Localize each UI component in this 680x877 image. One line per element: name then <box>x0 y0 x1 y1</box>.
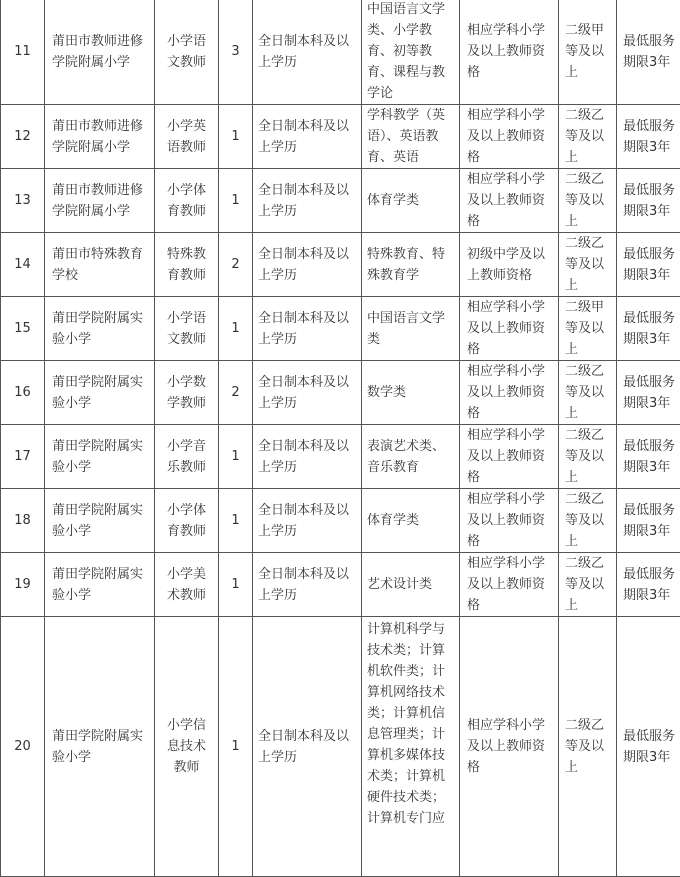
mandarin-level: 二级乙等及以上 <box>559 425 617 489</box>
hiring-unit: 莆田学院附属实验小学 <box>45 425 155 489</box>
service-period: 最低服务期限3年 <box>617 233 680 297</box>
major-requirement: 体育学类 <box>362 489 460 553</box>
education-requirement: 全日制本科及以上学历 <box>253 105 362 169</box>
row-number: 20 <box>1 617 45 877</box>
row-number: 18 <box>1 489 45 553</box>
mandarin-level: 二级乙等及以上 <box>559 361 617 425</box>
hire-count: 2 <box>219 361 253 425</box>
teacher-certificate: 相应学科小学及以上教师资格 <box>460 169 559 233</box>
education-requirement: 全日制本科及以上学历 <box>253 297 362 361</box>
service-period: 最低服务期限3年 <box>617 553 680 617</box>
teacher-certificate: 相应学科小学及以上教师资格 <box>460 361 559 425</box>
table-row <box>1 617 680 877</box>
hire-count: 3 <box>219 0 253 105</box>
post-name: 小学音乐教师 <box>155 425 219 489</box>
table-row <box>1 233 680 297</box>
teacher-certificate: 相应学科小学及以上教师资格 <box>460 489 559 553</box>
table-row <box>1 297 680 361</box>
post-name: 小学语文教师 <box>155 297 219 361</box>
service-period: 最低服务期限3年 <box>617 361 680 425</box>
row-number: 17 <box>1 425 45 489</box>
hiring-unit: 莆田市特殊教育学校 <box>45 233 155 297</box>
service-period: 最低服务期限3年 <box>617 617 680 877</box>
education-requirement: 全日制本科及以上学历 <box>253 233 362 297</box>
mandarin-level: 二级甲等及以上 <box>559 297 617 361</box>
service-period: 最低服务期限3年 <box>617 425 680 489</box>
hire-count: 1 <box>219 105 253 169</box>
teacher-certificate: 相应学科小学及以上教师资格 <box>460 617 559 877</box>
major-requirement: 艺术设计类 <box>362 553 460 617</box>
teacher-certificate: 初级中学及以上教师资格 <box>460 233 559 297</box>
hiring-unit: 莆田学院附属实验小学 <box>45 297 155 361</box>
hiring-unit: 莆田学院附属实验小学 <box>45 489 155 553</box>
mandarin-level: 二级乙等及以上 <box>559 105 617 169</box>
major-requirement: 中国语言文学类、小学教育、初等教育、课程与教学论 <box>362 0 460 105</box>
post-name: 小学语文教师 <box>155 0 219 105</box>
hire-count: 1 <box>219 297 253 361</box>
table-row <box>1 425 680 489</box>
post-name: 小学数学教师 <box>155 361 219 425</box>
teacher-certificate: 相应学科小学及以上教师资格 <box>460 0 559 105</box>
education-requirement: 全日制本科及以上学历 <box>253 0 362 105</box>
hiring-unit: 莆田学院附属实验小学 <box>45 617 155 877</box>
row-number: 16 <box>1 361 45 425</box>
major-requirement: 学科教学（英语）、英语教育、英语 <box>362 105 460 169</box>
education-requirement: 全日制本科及以上学历 <box>253 553 362 617</box>
major-requirement: 数学类 <box>362 361 460 425</box>
education-requirement: 全日制本科及以上学历 <box>253 425 362 489</box>
mandarin-level: 二级乙等及以上 <box>559 233 617 297</box>
mandarin-level: 二级乙等及以上 <box>559 553 617 617</box>
mandarin-level: 二级乙等及以上 <box>559 617 617 877</box>
service-period: 最低服务期限3年 <box>617 0 680 105</box>
post-name: 小学体育教师 <box>155 489 219 553</box>
mandarin-level: 二级乙等及以上 <box>559 489 617 553</box>
teacher-certificate: 相应学科小学及以上教师资格 <box>460 105 559 169</box>
service-period: 最低服务期限3年 <box>617 297 680 361</box>
row-number: 12 <box>1 105 45 169</box>
row-number: 15 <box>1 297 45 361</box>
hire-count: 1 <box>219 489 253 553</box>
major-requirement: 特殊教育、特殊教育学 <box>362 233 460 297</box>
hire-count: 1 <box>219 169 253 233</box>
post-name: 特殊教育教师 <box>155 233 219 297</box>
table-row <box>1 105 680 169</box>
major-requirement: 表演艺术类、音乐教育 <box>362 425 460 489</box>
hiring-unit: 莆田市教师进修学院附属小学 <box>45 0 155 105</box>
major-requirement: 计算机科学与技术类；计算机软件类；计算机网络技术类；计算机信息管理类；计算机多媒体技术类；计算机硬件技术类；计算机专门应 <box>362 617 460 877</box>
table-row <box>1 553 680 617</box>
education-requirement: 全日制本科及以上学历 <box>253 617 362 877</box>
mandarin-level: 二级乙等及以上 <box>559 169 617 233</box>
teacher-certificate: 相应学科小学及以上教师资格 <box>460 425 559 489</box>
service-period: 最低服务期限3年 <box>617 105 680 169</box>
hire-count: 1 <box>219 617 253 877</box>
row-number: 19 <box>1 553 45 617</box>
education-requirement: 全日制本科及以上学历 <box>253 169 362 233</box>
service-period: 最低服务期限3年 <box>617 489 680 553</box>
post-name: 小学英语教师 <box>155 105 219 169</box>
row-number: 11 <box>1 0 45 105</box>
hire-count: 1 <box>219 553 253 617</box>
table-row <box>1 169 680 233</box>
table-row <box>1 361 680 425</box>
hire-count: 2 <box>219 233 253 297</box>
major-requirement: 体育学类 <box>362 169 460 233</box>
teacher-certificate: 相应学科小学及以上教师资格 <box>460 553 559 617</box>
teacher-certificate: 相应学科小学及以上教师资格 <box>460 297 559 361</box>
table-row <box>1 489 680 553</box>
hiring-unit: 莆田市教师进修学院附属小学 <box>45 105 155 169</box>
major-requirement: 中国语言文学类 <box>362 297 460 361</box>
row-number: 14 <box>1 233 45 297</box>
education-requirement: 全日制本科及以上学历 <box>253 489 362 553</box>
hiring-unit: 莆田学院附属实验小学 <box>45 553 155 617</box>
education-requirement: 全日制本科及以上学历 <box>253 361 362 425</box>
table-row <box>1 0 680 105</box>
post-name: 小学美术教师 <box>155 553 219 617</box>
post-name: 小学体育教师 <box>155 169 219 233</box>
hiring-unit: 莆田市教师进修学院附属小学 <box>45 169 155 233</box>
service-period: 最低服务期限3年 <box>617 169 680 233</box>
post-name: 小学信息技术教师 <box>155 617 219 877</box>
row-number: 13 <box>1 169 45 233</box>
hiring-unit: 莆田学院附属实验小学 <box>45 361 155 425</box>
hire-count: 1 <box>219 425 253 489</box>
mandarin-level: 二级甲等及以上 <box>559 0 617 105</box>
